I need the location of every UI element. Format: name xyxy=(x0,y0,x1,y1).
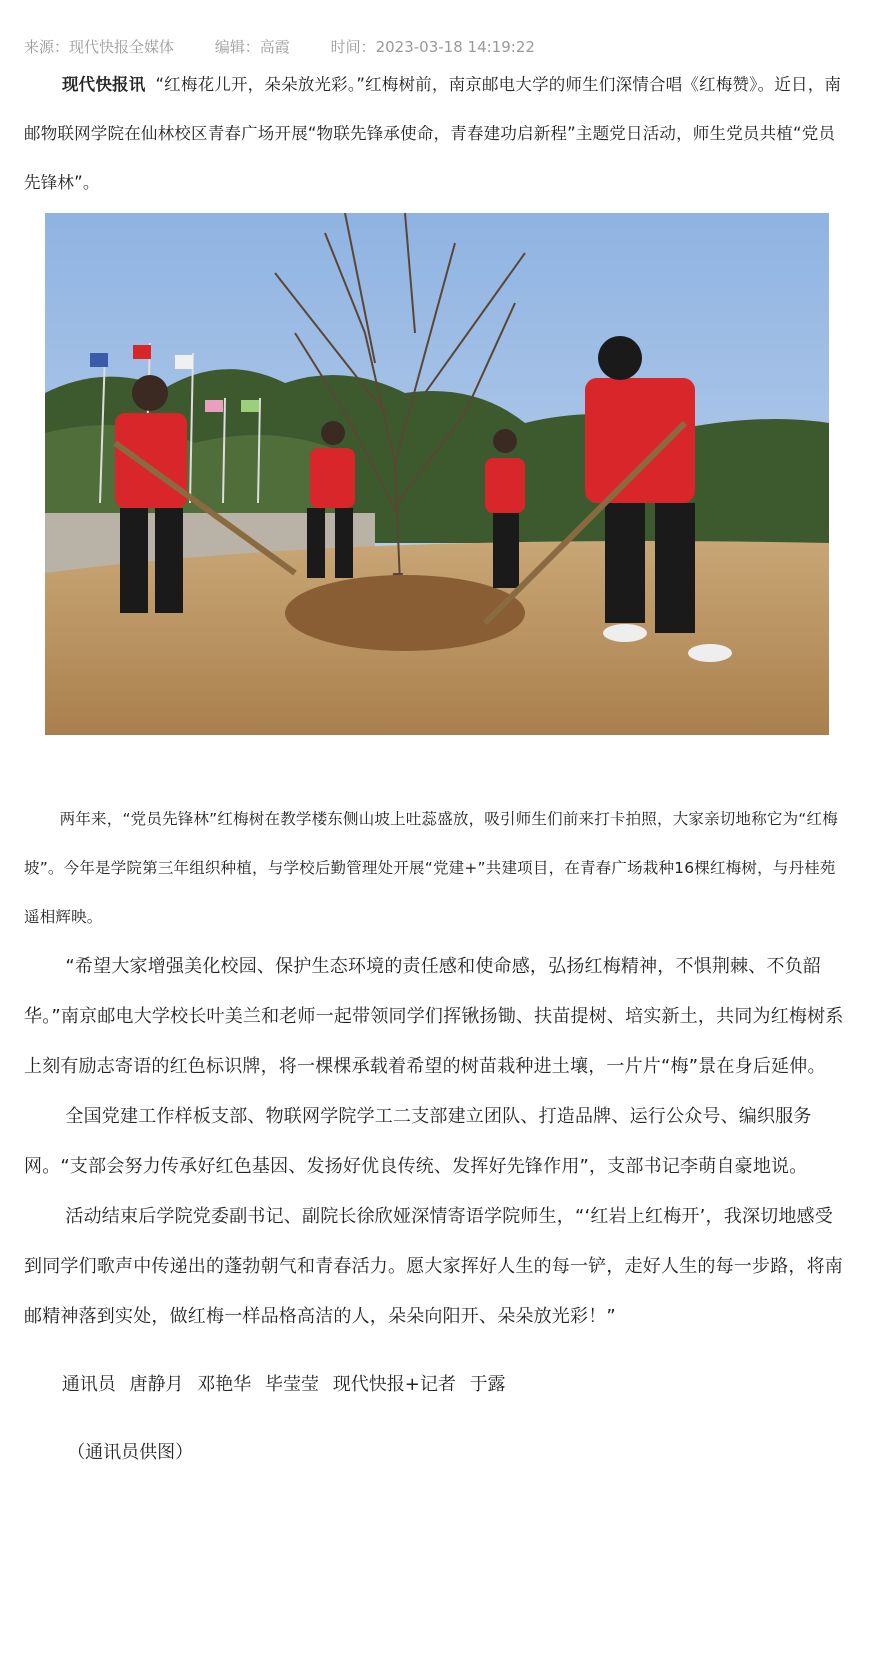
credit-role-correspondent: 通讯员 xyxy=(61,1374,116,1395)
lead-label: 现代快报讯 xyxy=(61,75,146,94)
tree-planting-photo xyxy=(45,213,829,735)
credit-name: 于露 xyxy=(469,1374,506,1395)
meta-source: 来源：现代快报全媒体 xyxy=(24,38,175,56)
credit-name: 毕莹莹 xyxy=(265,1374,319,1395)
paragraph-1-text: “红梅花儿开，朵朵放光彩。”红梅树前，南京邮电大学的师生们深情合唱《红梅赞》。近日，南邮物联网学院在仙林校区青春广场开展“物联先锋承使命，青春建功启新程”主题党日活动，师生党员共植“党员先锋林”。 xyxy=(24,75,842,192)
paragraph-3: “希望大家增强美化校园、保护生态环境的责任感和使命感，弘扬红梅精神，不惧荆棘、不负韶华。”南京邮电大学校长叶美兰和老师一起带领同学们挥锹扬锄、扶苗提树、培实新土，共同为红梅树系上刻有励志寄语的红色标识牌，将一棵棵承载着希望的树苗栽种进土壤，一片片“梅”景在身后延伸。 xyxy=(24,956,844,1077)
photo-credit: （通讯员供图） xyxy=(67,1442,194,1463)
meta-editor: 编辑：高霞 xyxy=(214,38,290,56)
credit-name: 邓艳华 xyxy=(197,1374,252,1395)
reporter-credits xyxy=(24,1360,846,1410)
paragraph-5: 活动结束后学院党委副书记、副院长徐欣娅深情寄语学院师生，“‘红岩上红梅开’，我深切地感受到同学们歌声中传递出的蓬勃朝气和青春活力。愿大家挥好人生的每一铲，走好人生的每一步路，将南邮精神落到实处，做红梅一样品格高洁的人，朵朵向阳开、朵朵放光彩！” xyxy=(24,1206,843,1327)
article-meta xyxy=(24,36,846,58)
credit-name: 唐静月 xyxy=(129,1374,184,1395)
paragraph-4: 全国党建工作样板支部、物联网学院学工二支部建立团队、打造品牌、运行公众号、编织服务网。“支部会努力传承好红色基因、发扬好优良传统、发挥好先锋作用”，支部书记李萌自豪地说。 xyxy=(24,1106,812,1177)
article xyxy=(24,0,846,1496)
meta-time: 时间：2023-03-18 14:19:22 xyxy=(330,38,535,56)
credit-role-reporter: 现代快报+记者 xyxy=(332,1374,456,1395)
paragraph-1 xyxy=(24,60,846,207)
paragraph-2: 两年来，“党员先锋林”红梅树在教学楼东侧山坡上吐蕊盛放，吸引师生们前来打卡拍照，大家亲切地称它为“红梅坡”。今年是学院第三年组织种植，与学校后勤管理处开展“党建+”共建项目，在青春广场栽种16棵红梅树，与丹桂苑遥相辉映。 xyxy=(24,810,838,926)
